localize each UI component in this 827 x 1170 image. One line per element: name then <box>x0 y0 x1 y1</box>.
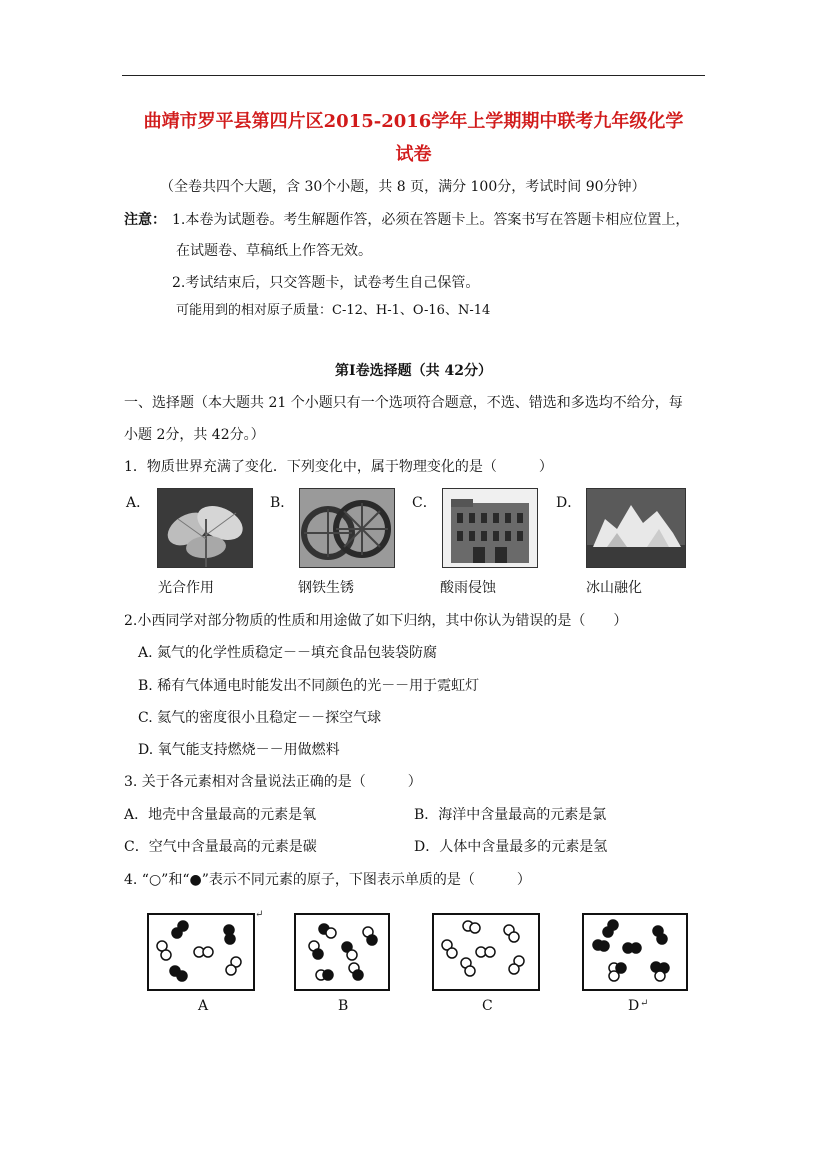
q4-label-c: C <box>482 998 493 1014</box>
q4-stem: 4. “○”和“●”表示不同元素的原子，下图表示单质的是（ ） <box>124 872 531 888</box>
top-rule <box>122 75 705 76</box>
q1-option-d-letter: D． <box>556 495 582 511</box>
atomic-masses: 可能用到的相对原子质量：C-12、H-1、O-16、N-14 <box>176 303 491 318</box>
q1-option-b-caption: 钢铁生锈 <box>298 580 354 596</box>
q1-option-b-letter: B． <box>270 495 295 511</box>
q4-label-b: B <box>338 998 349 1014</box>
q2-option-b: B. 稀有气体通电时能发出不同颜色的光－－用于霓虹灯 <box>138 678 480 694</box>
q1-option-c-caption: 酸雨侵蚀 <box>440 580 496 596</box>
exam-info: （全卷共四个大题，含 30个小题，共 8 页，满分 100分，考试时间 90分钟） <box>160 179 646 195</box>
q4-label-a: A <box>198 998 209 1014</box>
q3-option-b: B．海洋中含量最高的元素是氯 <box>414 807 607 823</box>
q3-option-d: D．人体中含量最多的元素是氢 <box>414 839 608 855</box>
molecule-diagram-b <box>294 913 390 991</box>
molecule-diagram-a <box>147 913 255 991</box>
molecule-diagram-c <box>432 913 540 991</box>
molecule-diagram-d <box>582 913 688 991</box>
q1-stem: 1．物质世界充满了变化．下列变化中，属于物理变化的是（ ） <box>124 459 553 475</box>
q1-option-a-caption: 光合作用 <box>158 580 214 596</box>
section-1-instructions-line2: 小题 2分，共 42分。） <box>124 427 265 443</box>
note-1-line1: 1.本卷为试题卷。考生解题作答，必须在答题卡上。答案书写在答题卡相应位置上， <box>172 212 690 228</box>
section-1-title: 第Ⅰ卷选择题（共 42分） <box>335 363 492 379</box>
q4-label-d: D <box>628 998 640 1014</box>
q3-option-c: C．空气中含量最高的元素是碳 <box>124 839 317 855</box>
q1-option-a-letter: A． <box>126 495 151 511</box>
q1-option-c-letter: C． <box>412 495 437 511</box>
return-mark-icon: ↵ <box>255 909 264 920</box>
q1-option-d-caption: 冰山融化 <box>586 580 642 596</box>
exam-title-line2: 试卷 <box>395 144 432 165</box>
q2-stem: 2.小西同学对部分物质的性质和用途做了如下归纳，其中你认为错误的是（ ） <box>124 613 628 629</box>
leaf-photo <box>157 488 253 568</box>
notes-label: 注意： <box>124 212 166 228</box>
return-mark-icon: ↵ <box>640 998 649 1009</box>
q2-option-c: C. 氦气的密度很小且稳定－－探空气球 <box>138 710 382 726</box>
note-2: 2.考试结束后，只交答题卡，试卷考生自己保管。 <box>172 275 480 291</box>
eroded-building-photo <box>442 488 538 568</box>
q3-option-a: A．地壳中含量最高的元素是氧 <box>124 807 317 823</box>
q2-option-a: A. 氮气的化学性质稳定－－填充食品包装袋防腐 <box>138 645 438 661</box>
q3-stem: 3. 关于各元素相对含量说法正确的是（ ） <box>124 774 422 790</box>
section-1-instructions-line1: 一、选择题（本大题共 21 个小题只有一个选项符合题意，不选、错选和多选均不给分，每 <box>124 395 683 411</box>
note-1-line2: 在试题卷、草稿纸上作答无效。 <box>176 243 372 259</box>
q2-option-d: D. 氧气能支持燃烧－－用做燃料 <box>138 742 340 758</box>
rusty-wheels-photo <box>299 488 395 568</box>
iceberg-photo <box>586 488 686 568</box>
exam-title-line1: 曲靖市罗平县第四片区2015-2016学年上学期期中联考九年级化学 <box>143 111 684 132</box>
